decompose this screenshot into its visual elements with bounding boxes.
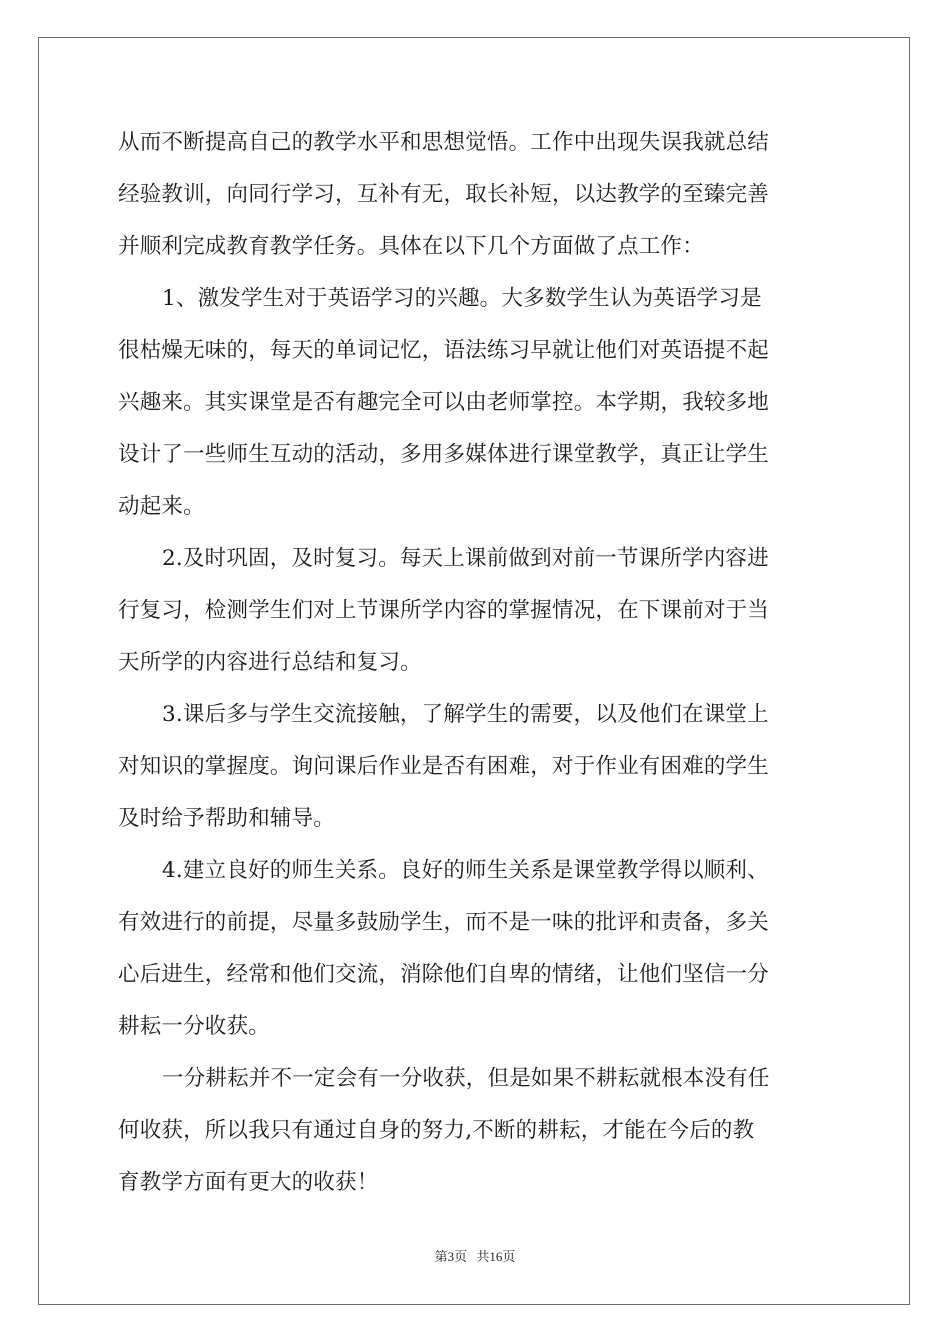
page-total: 共16页 — [476, 1249, 516, 1264]
text-line: 从而不断提高自己的教学水平和思想觉悟。工作中出现失误我就总结 — [118, 130, 770, 155]
text-line: 4.建立良好的师生关系。良好的师生关系是课堂教学得以顺利、 — [162, 858, 769, 883]
text-line: 3.课后多与学生交流接触，了解学生的需要，以及他们在课堂上 — [162, 702, 769, 727]
text-line: 1、激发学生对于英语学习的兴趣。大多数学生认为英语学习是 — [162, 286, 762, 311]
text-line: 2.及时巩固，及时复习。每天上课前做到对前一节课所学内容进 — [162, 546, 769, 571]
text-line: 兴趣来。其实课堂是否有趣完全可以由老师掌控。本学期，我较多地 — [118, 390, 770, 415]
page-footer — [0, 1246, 950, 1265]
text-line: 并顺利完成教育教学任务。具体在以下几个方面做了点工作： — [118, 234, 704, 259]
text-line: 一分耕耘并不一定会有一分收获，但是如果不耕耘就根本没有任 — [162, 1066, 770, 1091]
text-line: 很枯燥无味的，每天的单词记忆，语法练习早就让他们对英语提不起 — [118, 338, 770, 363]
text-line: 及时给予帮助和辅导。 — [118, 806, 336, 831]
text-line: 设计了一些师生互动的活动，多用多媒体进行课堂教学，真正让学生 — [118, 442, 770, 467]
text-line: 有效进行的前提，尽量多鼓励学生，而不是一味的批评和责备，多关 — [118, 910, 770, 935]
text-line: 动起来。 — [118, 494, 205, 519]
text-line: 经验教训，向同行学习，互补有无，取长补短，以达教学的至臻完善 — [118, 182, 770, 207]
text-line: 行复习，检测学生们对上节课所学内容的掌握情况，在下课前对于当 — [118, 598, 770, 623]
text-line: 天所学的内容进行总结和复习。 — [118, 650, 422, 675]
text-line: 心后进生，经常和他们交流，消除他们自卑的情绪，让他们坚信一分 — [118, 962, 770, 987]
text-line: 对知识的掌握度。询问课后作业是否有困难，对于作业有困难的学生 — [118, 754, 770, 779]
text-line: 何收获，所以我只有通过自身的努力,不断的耕耘，才能在今后的教 — [118, 1118, 755, 1143]
text-line: 育教学方面有更大的收获！ — [118, 1170, 379, 1195]
text-line: 耕耘一分收获。 — [118, 1014, 270, 1039]
page-number: 第3页 — [434, 1249, 468, 1264]
